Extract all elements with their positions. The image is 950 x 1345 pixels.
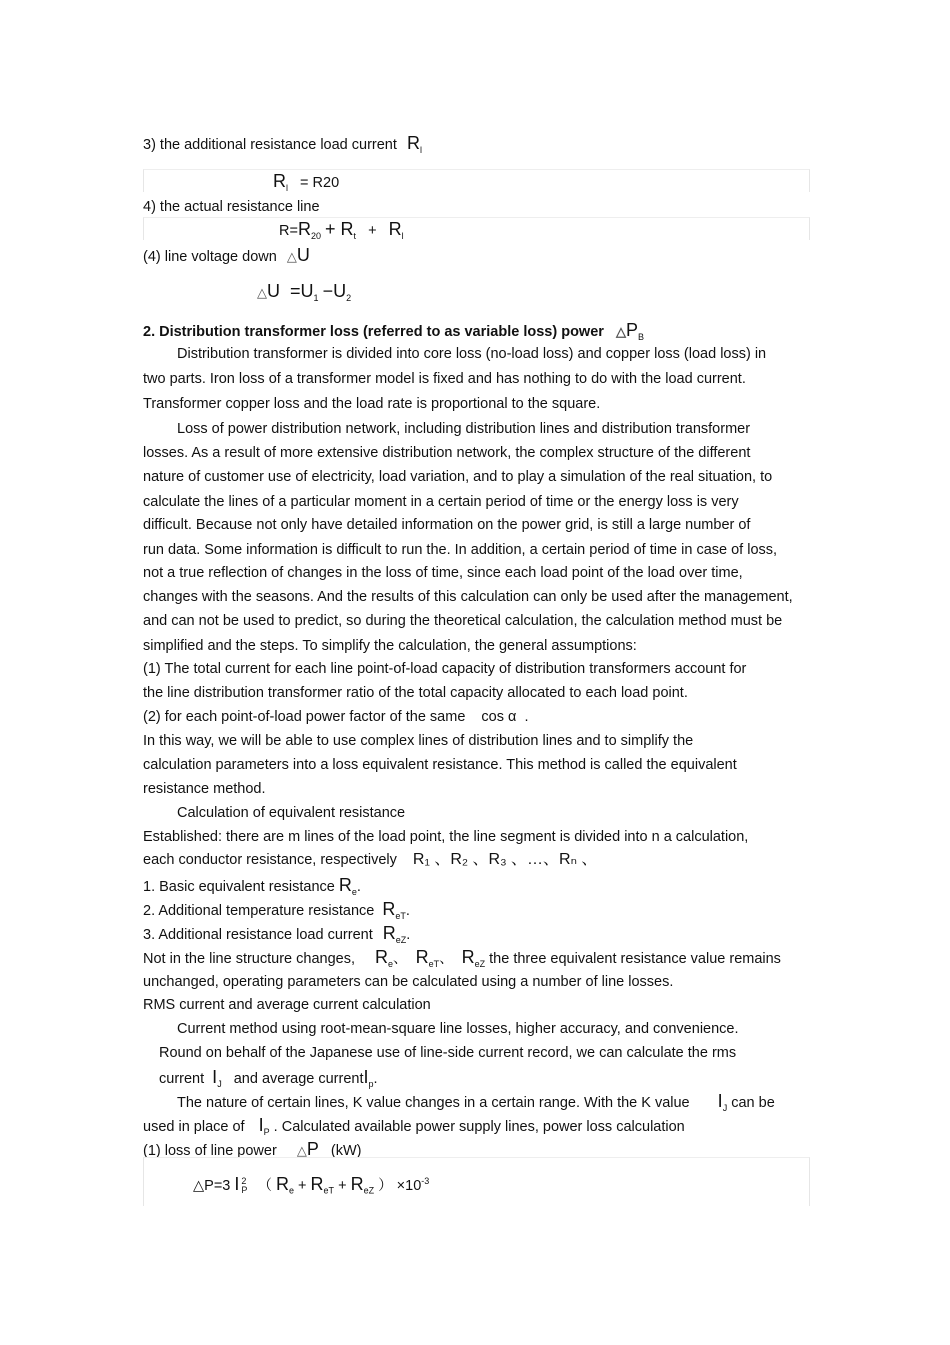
symbol-sub: J: [217, 1078, 222, 1089]
eq-sub: 20: [310, 230, 321, 241]
cos-symbol: cos α: [481, 709, 517, 725]
subheading-rms: RMS current and average current calculation: [143, 997, 431, 1013]
symbol-sub: p: [368, 1078, 374, 1089]
eq-lhs: △P=3: [193, 1177, 231, 1194]
text: (1) loss of line power: [143, 1143, 277, 1159]
eq-paren: ）: [378, 1177, 393, 1194]
symbol-sub: J: [722, 1102, 728, 1113]
assumption-2: [143, 708, 528, 726]
paragraph-line: resistance method.: [143, 781, 266, 797]
symbol: I: [258, 1115, 264, 1135]
text: and average current: [233, 1071, 364, 1087]
symbol: I: [363, 1067, 369, 1087]
text: Not in the line structure changes,: [143, 951, 355, 967]
symbol-sub: eT: [395, 910, 406, 921]
eq-sub: l: [286, 182, 288, 193]
text: 2. Additional temperature resistance: [143, 903, 375, 919]
symbol: I: [717, 1091, 723, 1111]
paragraph-line: [143, 851, 597, 869]
symbol: R: [406, 133, 420, 153]
eq-u: U: [267, 281, 280, 301]
eq-lhs: R=: [279, 223, 298, 239]
eq-sub: t: [353, 230, 357, 241]
paragraph-line: nature of customer use of electricity, load variation, and to play a simulation of the real situation, to: [143, 469, 773, 485]
symbol-sub: l: [419, 144, 422, 155]
separator: 、: [393, 951, 408, 967]
text: current: [159, 1071, 205, 1087]
separator: 、: [439, 951, 454, 967]
equation-4: [193, 1172, 429, 1200]
subheading-equivalent-resistance: Calculation of equivalent resistance: [177, 805, 406, 821]
paragraph-line: Transformer copper loss and the load rate is proportional to the square.: [143, 396, 601, 412]
eq-sub: 1: [313, 292, 319, 303]
paragraph-line: [143, 948, 781, 973]
eq-sub: eZ: [363, 1185, 375, 1196]
symbol: R: [415, 947, 429, 967]
eq-ret: R: [310, 1173, 324, 1194]
symbol: P: [625, 320, 638, 340]
paragraph-line: Current method using root-mean-square line losses, higher accuracy, and convenience.: [177, 1021, 739, 1037]
eq-rl: R: [388, 219, 402, 239]
paragraph-line: losses. As a result of more extensive distribution network, the complex structure of the different: [143, 445, 751, 461]
eq-sub: 2: [346, 292, 352, 303]
eq-sub: P: [241, 1185, 248, 1195]
text: each conductor resistance, respectively: [143, 852, 397, 868]
paragraph-line: calculation parameters into a loss equivalent resistance. This method is called the equivalent: [143, 757, 737, 773]
text: used in place of: [143, 1119, 245, 1135]
paragraph-line: calculate the lines of a particular moment in a certain period of time or the energy loss is very: [143, 494, 739, 510]
eq-sub: e: [288, 1185, 294, 1196]
paragraph-line: Loss of power distribution network, including distribution lines and distribution transformer: [177, 421, 751, 437]
paragraph-line: unchanged, operating parameters can be calculated using a number of line losses.: [143, 974, 674, 990]
text: (2) for each point-of-load power factor of the same: [143, 709, 466, 725]
eq-current: I: [234, 1173, 240, 1194]
eq-rhs: = R20: [300, 175, 340, 191]
symbol: P: [306, 1139, 319, 1159]
equation-3: [257, 282, 351, 307]
symbol: R: [375, 947, 389, 967]
paragraph-line: In this way, we will be able to use complex lines of distribution lines and to simplify the: [143, 733, 694, 749]
eq-r20: R: [297, 219, 311, 239]
text: the three equivalent resistance value remains: [489, 951, 781, 967]
list-item-load-current: [143, 924, 410, 949]
eq-plus: +: [368, 223, 377, 239]
symbol: R: [338, 875, 352, 895]
assumption-1: (1) The total current for each line point-of-load capacity of distribution transformers account for: [143, 661, 747, 677]
paragraph-line: [177, 1092, 775, 1117]
eq-u1: =U: [290, 281, 314, 301]
paragraph-line: Established: there are m lines of the load point, the line segment is divided into n a calculation,: [143, 829, 749, 845]
eq-paren: （: [257, 1177, 272, 1194]
item-voltage-down: [143, 246, 310, 266]
paragraph-line: simplified and the steps. To simplify the calculation, the general assumptions:: [143, 638, 637, 654]
symbol-sub: eT: [428, 958, 440, 969]
paragraph-line: [159, 1068, 378, 1093]
period: .: [405, 903, 410, 919]
delta-icon: △: [257, 285, 267, 300]
symbol-sub: P: [263, 1126, 270, 1137]
delta-icon: △: [286, 249, 297, 264]
text: 1. Basic equivalent resistance: [143, 879, 335, 895]
text: can be: [731, 1095, 775, 1111]
period: .: [406, 927, 411, 943]
period: .: [356, 879, 361, 895]
heading-text: 2. Distribution transformer loss (referred to as variable loss) power: [143, 324, 604, 340]
paragraph-line: two parts. Iron loss of a transformer model is fixed and has nothing to do with the load current.: [143, 371, 746, 387]
symbol-sub: e: [351, 886, 357, 897]
paragraph-line: run data. Some information is difficult to run the. In addition, a certain period of time in case of loss,: [143, 542, 778, 558]
unit: (kW): [330, 1143, 362, 1159]
period: .: [373, 1071, 378, 1087]
eq-symbol: R: [273, 171, 286, 191]
equation-box-2: [143, 217, 810, 240]
section-heading-transformer-loss: [143, 321, 644, 346]
eq-plus: +: [298, 1177, 307, 1194]
equation-box-1: [143, 169, 810, 192]
eq-u2: −U: [322, 281, 347, 301]
paragraph-line: and can not be used to predict, so during the theoretical calculation, the calculation method must be: [143, 613, 783, 629]
paragraph-line: changes with the seasons. And the results of this calculation can only be used after the management,: [143, 589, 793, 605]
eq-re: R: [275, 1173, 289, 1194]
eq-exp: -3: [421, 1176, 430, 1186]
symbol: R: [382, 923, 396, 943]
delta-icon: △: [296, 1143, 307, 1158]
eq-rez: R: [350, 1173, 364, 1194]
symbol-sub: eZ: [474, 958, 486, 969]
symbol-sub: B: [637, 331, 644, 342]
item-actual-resistance: 4) the actual resistance line: [143, 199, 320, 215]
symbol: R: [461, 947, 475, 967]
text: The nature of certain lines, K value changes in a certain range. With the K value: [177, 1095, 690, 1111]
symbol: U: [296, 245, 310, 265]
equation-2: [279, 220, 404, 245]
paragraph-line: [143, 1116, 685, 1141]
eq-sub: l: [401, 230, 404, 241]
text: . Calculated available power supply lines, power loss calculation: [273, 1119, 685, 1135]
eq-sub: eT: [323, 1185, 335, 1196]
symbol-sub: eZ: [395, 934, 407, 945]
eq-sup: 2: [241, 1176, 247, 1186]
resistance-list: R₁ 、R₂ 、R₃ 、…、Rₙ 、: [412, 851, 598, 868]
eq-rt: + R: [325, 219, 354, 239]
list-item-basic: [143, 876, 361, 901]
text: 3) the additional resistance load current: [143, 137, 397, 153]
paragraph-line: difficult. Because not only have detailed information on the power grid, is still a large number of: [143, 517, 751, 533]
text: (4) line voltage down: [143, 249, 277, 265]
text: 3. Additional resistance load current: [143, 927, 373, 943]
list-item-temperature: [143, 900, 410, 925]
symbol-sub: e: [388, 958, 394, 969]
symbol: R: [382, 899, 396, 919]
paragraph-line: Distribution transformer is divided into core loss (no-load loss) and copper loss (load loss) in: [177, 346, 767, 362]
period: .: [524, 709, 529, 725]
eq-plus: +: [338, 1177, 347, 1194]
item-additional-resistance: [143, 134, 422, 159]
assumption-1-cont: the line distribution transformer ratio of the total capacity allocated to each load point.: [143, 685, 688, 701]
delta-icon: △: [615, 324, 626, 339]
eq-factor: ×10: [396, 1177, 422, 1194]
symbol: I: [212, 1067, 218, 1087]
paragraph-line: not a true reflection of changes in the loss of time, since each load point of the load over time,: [143, 565, 743, 581]
equation-1: [273, 172, 339, 197]
paragraph-line: Round on behalf of the Japanese use of line-side current record, we can calculate the rms: [159, 1045, 737, 1061]
